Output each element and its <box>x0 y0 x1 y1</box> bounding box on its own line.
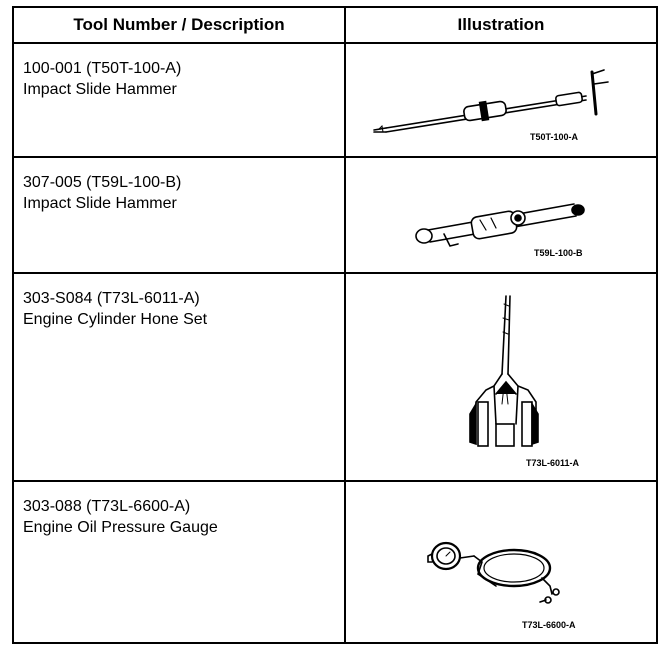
pressure-gauge-icon <box>346 482 656 642</box>
tool-number: 307-005 (T59L-100-B) <box>23 174 182 191</box>
illustration-caption: T50T-100-A <box>530 132 579 142</box>
tool-number: 303-088 (T73L-6600-A) <box>23 498 191 515</box>
column-divider <box>344 8 346 642</box>
illustration-cell <box>346 274 656 480</box>
illustration-caption: T59L-100-B <box>534 248 583 258</box>
header-illustration: Illustration <box>457 15 545 34</box>
illustration-cell <box>346 44 656 156</box>
tool-cell <box>23 58 181 100</box>
tool-description: Engine Cylinder Hone Set <box>23 311 208 328</box>
illustration-cell <box>346 158 656 272</box>
header-tool-number: Tool Number / Description <box>73 15 285 34</box>
tool-cell <box>23 496 218 538</box>
illustration-caption: T73L-6011-A <box>526 458 580 468</box>
tool-description: Engine Oil Pressure Gauge <box>23 519 218 536</box>
slide-hammer-icon <box>346 158 656 272</box>
table-row <box>14 274 656 482</box>
slide-hammer-icon <box>346 44 656 156</box>
table-header <box>14 8 656 44</box>
cylinder-hone-icon <box>346 274 656 480</box>
illustration-cell <box>346 482 656 642</box>
special-tools-table <box>12 6 658 644</box>
table-row <box>14 44 656 158</box>
tool-description: Impact Slide Hammer <box>23 81 177 98</box>
tool-description: Impact Slide Hammer <box>23 195 177 212</box>
tool-number: 100-001 (T50T-100-A) <box>23 60 182 77</box>
table-row <box>14 158 656 274</box>
table-row <box>14 482 656 644</box>
tool-number: 303-S084 (T73L-6011-A) <box>23 290 200 307</box>
illustration-caption: T73L-6600-A <box>522 620 576 630</box>
tool-cell <box>23 172 181 214</box>
tool-cell <box>23 288 207 330</box>
